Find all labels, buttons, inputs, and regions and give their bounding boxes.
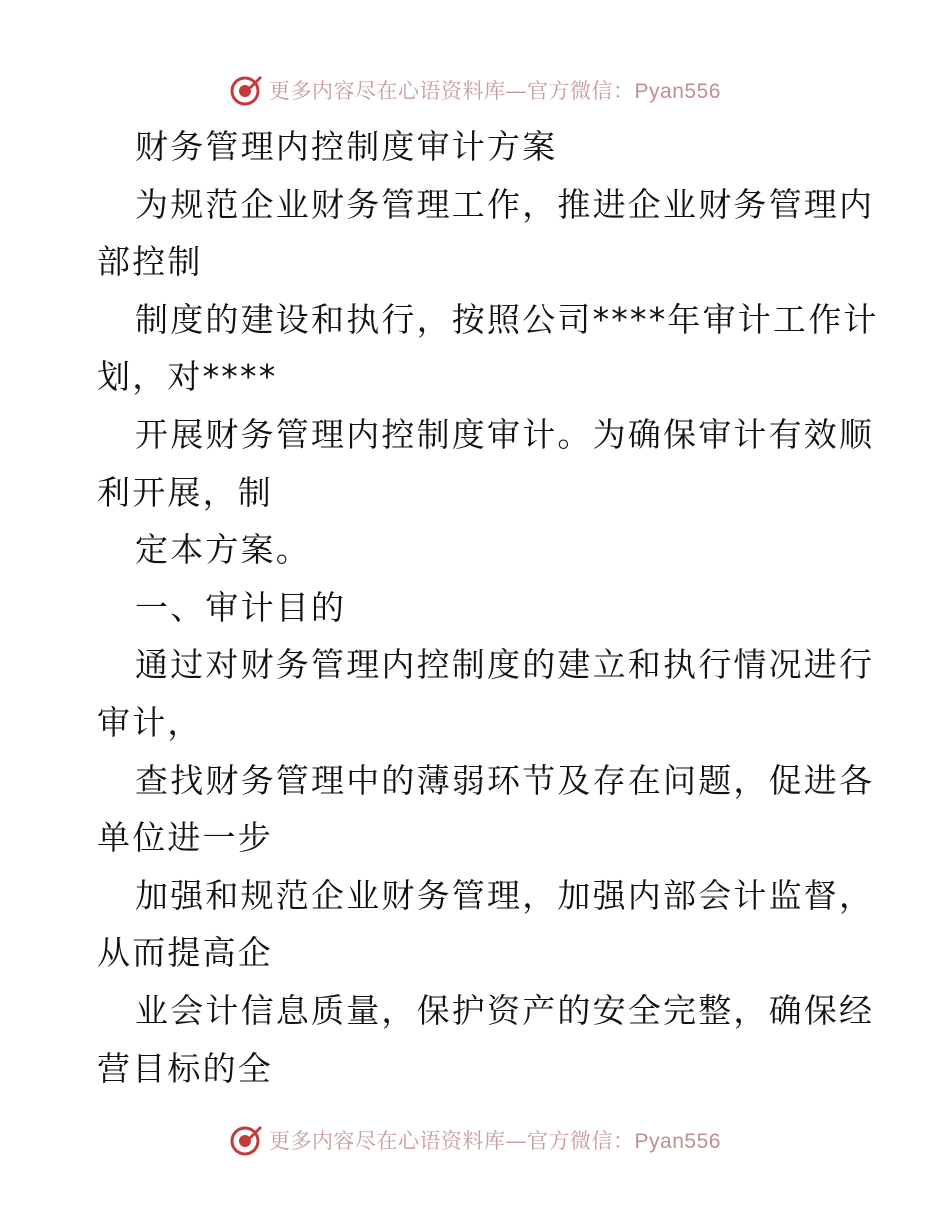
pen-logo-icon — [229, 1123, 263, 1157]
paragraph-line: 营目标的全 — [97, 1048, 273, 1088]
pen-logo-icon — [229, 73, 263, 107]
watermark-wechat-id: Pyan556 — [634, 1130, 721, 1153]
paragraph-line: 利开展，制 — [97, 472, 273, 512]
section-heading: 一、审计目的 — [135, 587, 347, 627]
paragraph-line: 划，对**** — [97, 357, 278, 397]
paragraph-line: 定本方案。 — [135, 530, 311, 570]
watermark-wechat-id: Pyan556 — [634, 80, 721, 103]
paragraph-line: 为规范企业财务管理工作，推进企业财务管理内 — [135, 184, 875, 224]
document-title: 财务管理内控制度审计方案 — [135, 127, 558, 166]
paragraph-line: 审计， — [97, 702, 203, 742]
paragraph-line: 单位进一步 — [97, 818, 273, 858]
watermark-text: 更多内容尽在心语资料库—官方微信： — [269, 1129, 635, 1153]
paragraph-line: 部控制 — [97, 242, 203, 282]
paragraph-line: 从而提高企 — [97, 933, 273, 973]
watermark-text: 更多内容尽在心语资料库—官方微信： — [269, 79, 635, 103]
header-watermark — [0, 70, 950, 110]
paragraph-line: 业会计信息质量，保护资产的安全完整，确保经 — [135, 990, 875, 1030]
document-body — [0, 118, 950, 1097]
paragraph-line: 制度的建设和执行，按照公司****年审计工作计 — [135, 299, 879, 339]
paragraph-line: 加强和规范企业财务管理，加强内部会计监督， — [135, 875, 875, 915]
paragraph-line: 查找财务管理中的薄弱环节及存在问题，促进各 — [135, 760, 875, 800]
paragraph-line: 通过对财务管理内控制度的建立和执行情况进行 — [135, 645, 875, 685]
paragraph-line: 开展财务管理内控制度审计。为确保审计有效顺 — [135, 414, 875, 454]
footer-watermark — [0, 1120, 950, 1160]
